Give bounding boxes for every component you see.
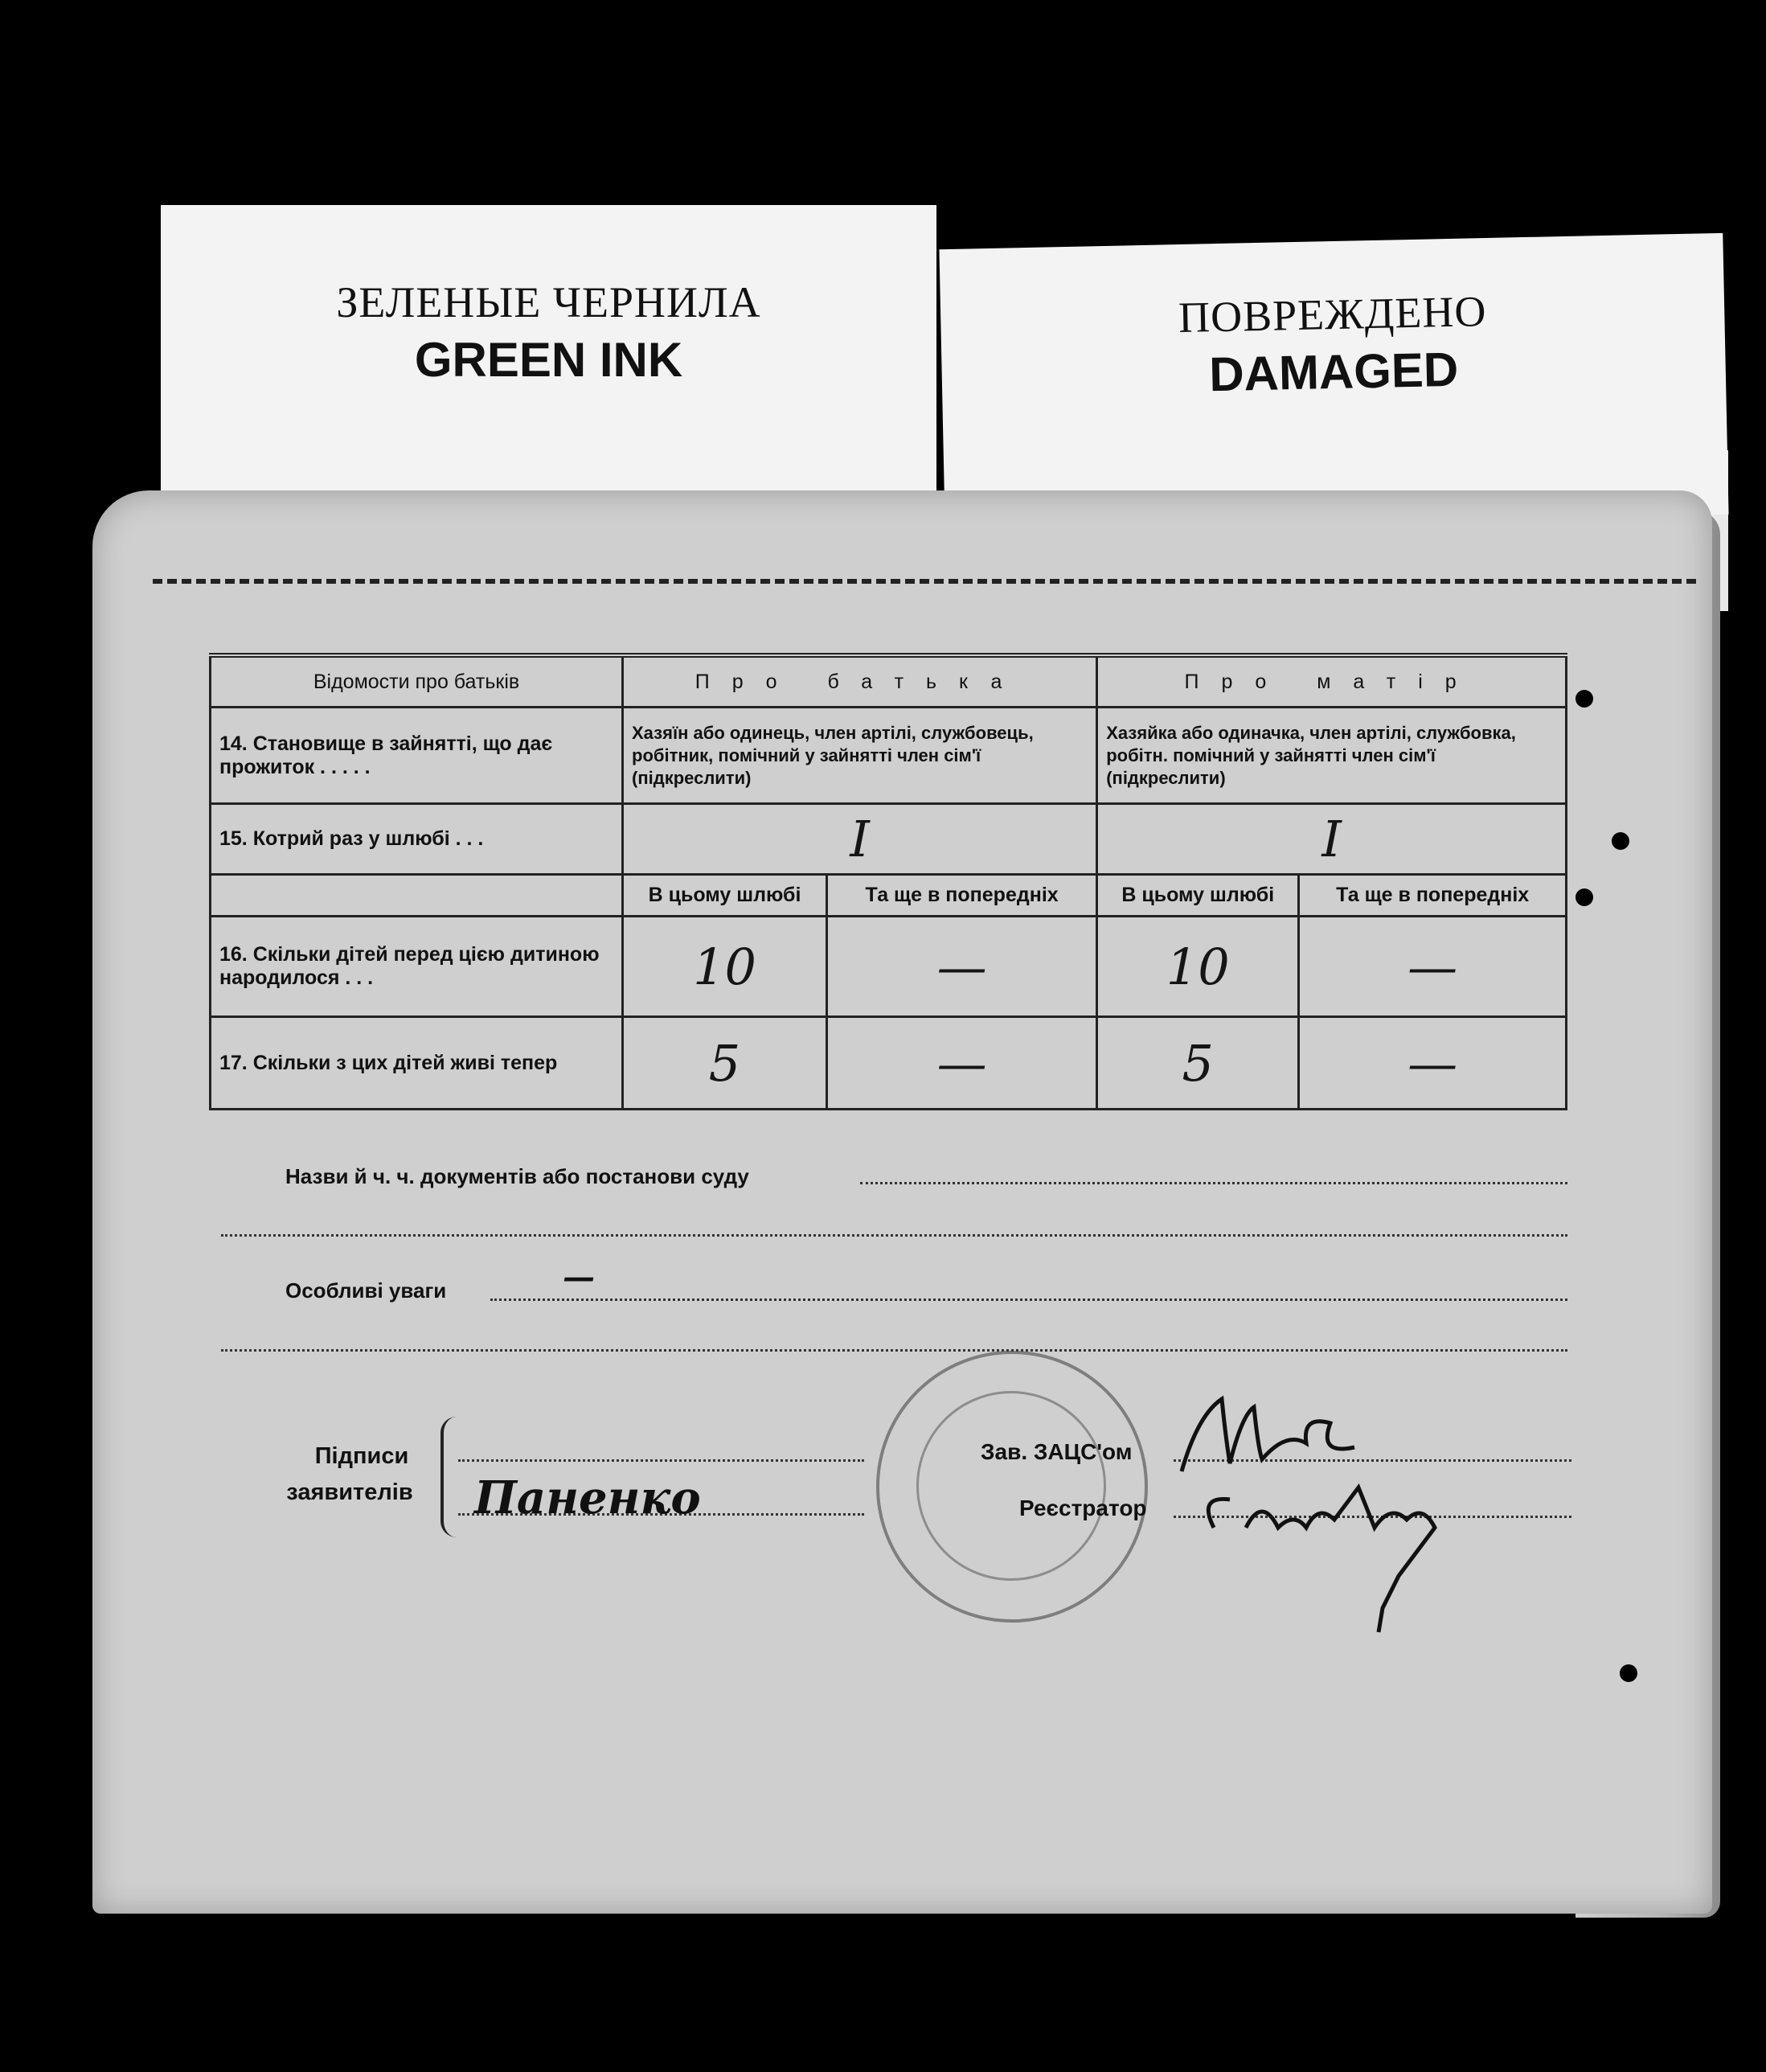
- perforation-line: [153, 579, 1696, 584]
- punch-hole: [1612, 832, 1629, 850]
- damaged-tag-en: DAMAGED: [1208, 342, 1459, 402]
- registrar-signature: [1208, 1487, 1435, 1632]
- row15-label: 15. Котрий раз у шлюбі . . .: [211, 804, 623, 875]
- punch-hole: [1575, 690, 1593, 708]
- green-ink-tag: [161, 205, 936, 503]
- row17-mother-this: 5: [1097, 1017, 1299, 1110]
- row15-father: I: [623, 804, 1097, 875]
- row16-mother-this: 10: [1097, 917, 1299, 1017]
- row16-father-this: 10: [623, 917, 827, 1017]
- punch-hole: [1620, 1664, 1637, 1682]
- row15-mother: I: [1097, 804, 1567, 875]
- applicant-signature: Паненко: [474, 1471, 701, 1524]
- documents-field-label: Назви й ч. ч. документів або постанови суду: [285, 1164, 749, 1188]
- row17-father-prev: —: [827, 1017, 1097, 1110]
- subheader-father-prev: Та ще в попередніх: [827, 875, 1097, 917]
- subheader-mother-this: В цьому шлюбі: [1097, 875, 1299, 917]
- green-ink-tag-ru: ЗЕЛЕНЫЕ ЧЕРНИЛА: [336, 278, 761, 326]
- documents-line: [860, 1182, 1567, 1184]
- subheader-mother-prev: Та ще в попередніх: [1299, 875, 1567, 917]
- header-parents-info: Відомости про батьків: [211, 655, 623, 708]
- header-mother: Про матір: [1097, 655, 1567, 708]
- row17-mother-prev: —: [1299, 1017, 1567, 1110]
- row16-father-prev: —: [827, 917, 1097, 1017]
- office-stamp-inner-ring: [916, 1391, 1106, 1581]
- head-signature: [1182, 1399, 1354, 1471]
- green-ink-tag-en: GREEN INK: [414, 333, 683, 387]
- head-label: Зав. ЗАЦС'ом: [981, 1439, 1133, 1464]
- notes-value: —: [563, 1258, 595, 1296]
- row14-father: Хазяїн або одинець, член артілі, службовець, робітник, помічний у зайнятті член сім'ї (підкреслити): [623, 708, 1097, 804]
- subheader-father-this: В цьому шлюбі: [623, 875, 827, 917]
- row17-father-this: 5: [623, 1017, 827, 1110]
- punch-hole: [1575, 888, 1593, 906]
- registrar-label: Реєстратор: [1019, 1496, 1147, 1520]
- signature-brace: [440, 1417, 460, 1537]
- documents-line-2: [221, 1234, 1567, 1237]
- applicants-signature-label-1: Підписи: [314, 1443, 409, 1469]
- row16-label: 16. Скільки дітей перед цією дитиною народилося . . .: [211, 917, 623, 1017]
- row16-mother-prev: —: [1299, 917, 1567, 1017]
- notes-line: [490, 1299, 1567, 1301]
- row17-label: 17. Скільки з цих дітей живі тепер: [211, 1017, 623, 1110]
- subheader-empty: [211, 875, 623, 917]
- notes-field-label: Особливі уваги: [285, 1278, 447, 1303]
- parents-form: [209, 653, 1567, 1110]
- parents-table: [209, 653, 1567, 1110]
- applicants-signature-label-2: заявителів: [286, 1479, 413, 1505]
- damaged-tag: [939, 233, 1728, 531]
- damaged-tag-ru: ПОВРЕЖДЕНО: [1178, 287, 1487, 343]
- header-father: Про батька: [623, 655, 1097, 708]
- row14-mother: Хазяйка або одиначка, член артілі, службовка, робітн. помічний у зайнятті член сім'ї (підкреслити): [1097, 708, 1567, 804]
- row14-label: 14. Становище в зайнятті, що дає прожиток . . . . .: [211, 708, 623, 804]
- notes-line-2: [221, 1349, 1567, 1352]
- official-signatures: [1166, 1367, 1535, 1640]
- applicant-line-1: [458, 1459, 864, 1462]
